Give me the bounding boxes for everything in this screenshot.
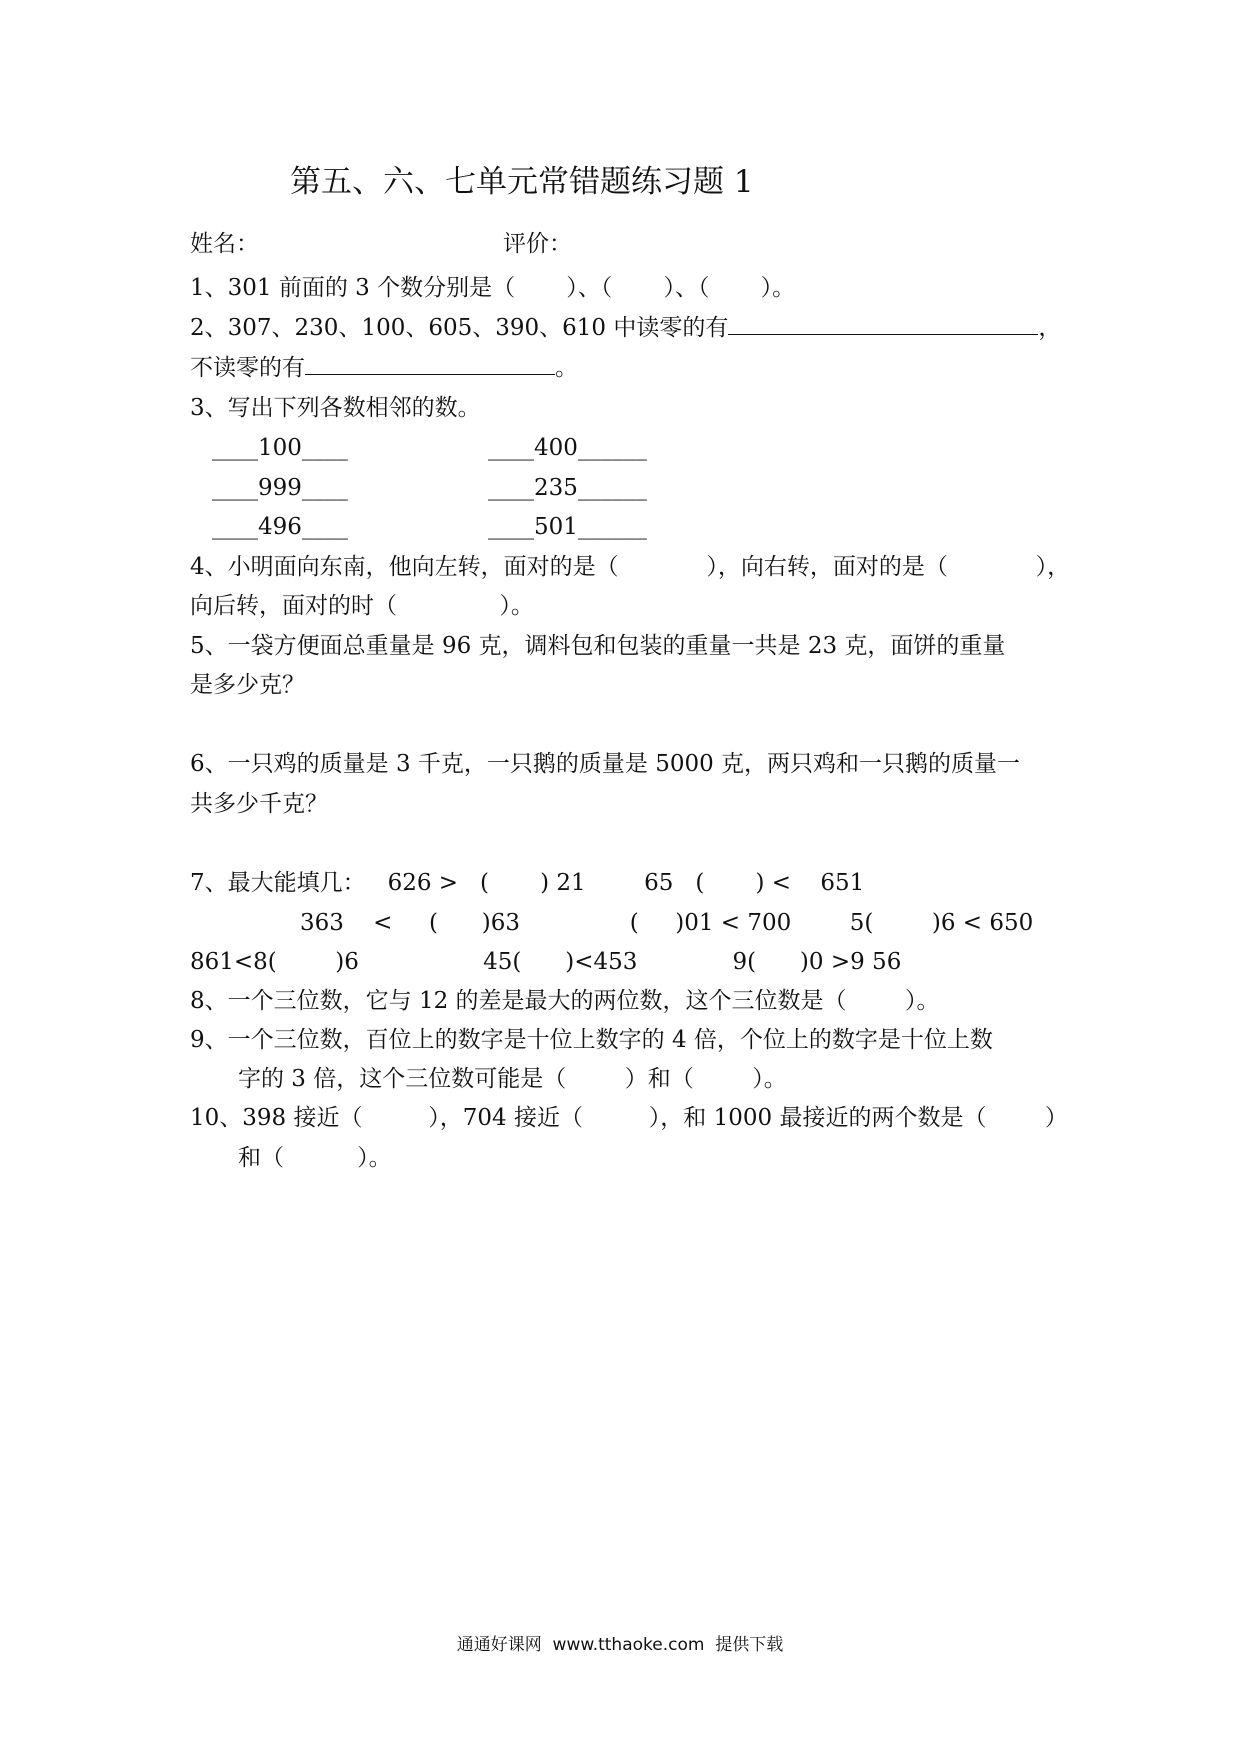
question-4-line-1: 4、小明面向东南，他向左转，面对的是（ ），向右转，面对的是（ ）， — [190, 554, 1071, 580]
question-7-line-2: 363 < ( )63 ( )01 < 700 5( )6 < 650 — [300, 910, 1034, 936]
question-1: 1、301 前面的 3 个数分别是（ ）、（ ）、（ ）。 — [190, 275, 796, 301]
page-title: 第五、六、七单元常错题练习题 1 — [290, 164, 754, 200]
question-7-line-3: 861<8( )6 45( )<453 9( )0 >9 56 — [190, 949, 902, 975]
question-5-line-1: 5、一袋方便面总重量是 96 克，调料包和包装的重量一共是 23 克，面饼的重量 — [190, 633, 1006, 659]
question-10-line-1: 10、398 接近（ ），704 接近（ ），和 1000 最接近的两个数是（ ） — [190, 1105, 1068, 1131]
eval-label: 评价： — [503, 231, 572, 257]
question-9-line-2: 字的 3 倍，这个三位数可能是（ ）和（ ）。 — [238, 1066, 787, 1092]
name-label: 姓名： — [190, 231, 259, 257]
question-7-line-1: 7、最大能填几： 626 > ( ) 21 65 ( ) < 651 — [190, 870, 865, 896]
answer-blank-reads-zero — [728, 312, 1038, 335]
neighbor-right-1: ____400______ — [488, 435, 647, 461]
neighbor-left-2: ____999____ — [212, 475, 348, 501]
answer-blank-no-zero — [305, 352, 555, 375]
neighbor-right-2: ____235______ — [488, 475, 647, 501]
question-5-line-2: 是多少克？ — [190, 672, 305, 698]
page-footer: 通通好课网 www.tthaoke.com 提供下载 — [456, 1635, 784, 1655]
question-8: 8、一个三位数，它与 12 的差是最大的两位数，这个三位数是（ ）。 — [190, 988, 940, 1014]
question-2-line-1 — [190, 312, 1061, 344]
question-4-line-2: 向后转，面对的时（ ）。 — [190, 593, 534, 619]
question-10-line-2: 和（ ）。 — [238, 1145, 392, 1171]
question-2-text: 2、307、230、100、605、390、610 中读零的有 — [190, 315, 729, 341]
neighbor-left-1: ____100____ — [212, 435, 348, 461]
question-6-line-1: 6、一只鸡的质量是 3 千克，一只鹅的质量是 5000 克，两只鸡和一只鹅的质量一 — [190, 751, 1021, 777]
question-2-period: 。 — [555, 355, 578, 381]
question-2-comma: ， — [1038, 315, 1062, 341]
question-3: 3、写出下列各数相邻的数。 — [190, 395, 481, 421]
question-2-line-2 — [190, 352, 578, 384]
neighbor-left-3: ____496____ — [212, 514, 348, 540]
question-2-text-2: 不读零的有 — [190, 355, 305, 381]
question-9-line-1: 9、一个三位数，百位上的数字是十位上数字的 4 倍，个位上的数字是十位上数 — [190, 1027, 993, 1053]
neighbor-right-3: ____501______ — [488, 514, 647, 540]
question-6-line-2: 共多少千克？ — [190, 791, 328, 817]
